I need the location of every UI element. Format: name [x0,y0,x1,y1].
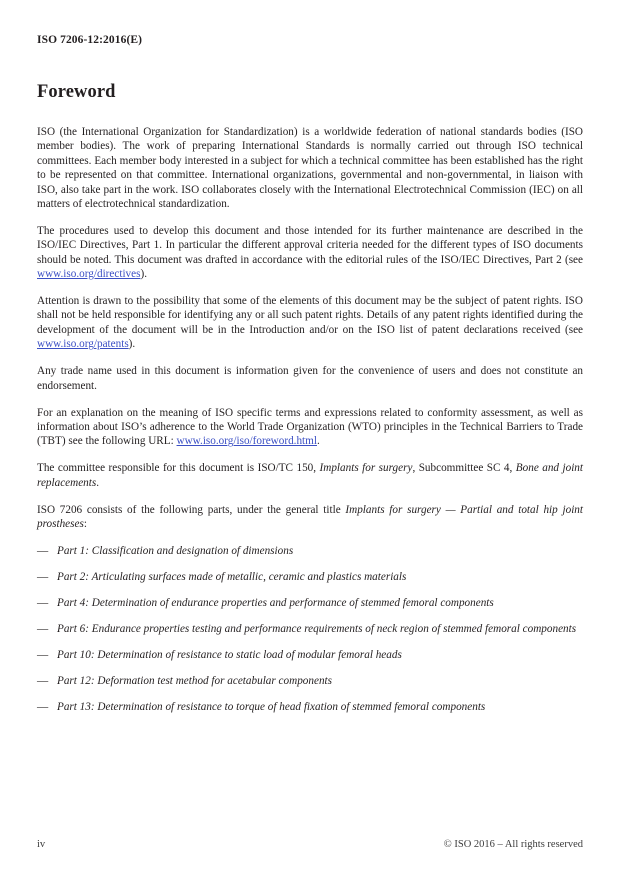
paragraph-patent-text-after: ). [128,338,136,351]
parts-list [37,544,583,714]
list-item [37,544,583,558]
em-dash-icon: — [37,648,49,661]
committee-title-bone-joint: Bone and joint replacements [37,462,584,489]
list-item-label: Part 10: Determination of resistance to static load of modular femoral heads [57,648,402,661]
parts-intro-text-2: : [83,517,87,530]
em-dash-icon: — [37,571,49,584]
list-item-label: Part 4: Determination of endurance properties and performance of stemmed femoral components [57,597,494,610]
committee-text-3: . [96,476,100,489]
committee-title-implants: Implants for surgery [319,462,413,475]
paragraph-parts-intro [37,503,583,532]
list-item [37,700,583,714]
em-dash-icon: — [37,545,49,558]
em-dash-icon: — [37,597,49,610]
list-item [37,622,583,636]
page-footer [37,839,583,850]
paragraph-patent-rights [37,294,583,352]
paragraph-procedures-text-before: The procedures used to develop this document and those intended for its further maintenance are described in the ISO/IEC Directives, Part 1. In particular the different approval criteria needed for the different types of ISO documents should be noted. This document was drafted in accordance with the editorial rules of the ISO/IEC Directives, Part 2 (see [37,224,583,266]
list-item-label: Part 12: Deformation test method for acetabular components [57,674,332,687]
em-dash-icon: — [37,623,49,636]
paragraph-conformity-assessment [37,406,583,449]
list-item [37,674,583,688]
committee-text-1: The committee responsible for this document is ISO/TC 150, [37,462,320,475]
list-item-label: Part 1: Classification and designation of dimensions [57,545,294,558]
list-item [37,648,583,662]
page-content [37,82,583,726]
link-iso-foreword[interactable]: www.iso.org/iso/foreword.html [176,435,317,448]
em-dash-icon: — [37,700,49,713]
committee-text-2: , Subcommittee SC 4, [412,462,516,475]
list-item [37,570,583,584]
list-item-label: Part 2: Articulating surfaces made of metallic, ceramic and plastics materials [57,571,407,584]
paragraph-trade-name: Any trade name used in this document is information given for the convenience of users and does not constitute an endorsement. [37,365,583,392]
link-iso-directives[interactable]: www.iso.org/directives [37,268,141,281]
list-item [37,596,583,610]
em-dash-icon: — [37,674,49,687]
paragraph-patent-text-before: Attention is drawn to the possibility that some of the elements of this document may be the subject of patent rights. ISO shall not be held responsible for identifying any or all such patent rights. Details of any patent rights identified during the development of the document will be in the Introduction and/or on the ISO list of patent declarations received (see [37,295,583,336]
link-iso-patents[interactable]: www.iso.org/patents [37,338,129,351]
parts-intro-text-1: ISO 7206 consists of the following parts, under the general title [37,503,346,516]
paragraph-procedures [37,224,583,282]
page-title: Foreword [37,82,116,102]
paragraph-conformity-text-before: For an explanation on the meaning of ISO specific terms and expressions related to conformity assessment, as well as information about ISO’s adherence to the World Trade Organization (WTO) principles in the Technical Barriers to Trade (TBT) see the following URL: [37,406,583,448]
list-item-label: Part 13: Determination of resistance to torque of head fixation of stemmed femoral components [57,700,486,713]
running-head: ISO 7206-12:2016(E) [37,34,143,46]
paragraph-committee [37,461,583,490]
paragraph-iso-description: ISO (the International Organization for Standardization) is a worldwide federation of national standards bodies (ISO member bodies). The work of preparing International Standards is normally carried out through ISO technical committees. Each member body interested in a subject for which a technical committee has been established has the right to be represented on that committee. International organizations, governmental and non-governmental, in liaison with ISO, also take part in the work. ISO collaborates closely with the International Electrotechnical Commission (IEC) on all matters of electrotechnical standardization. [37,126,583,211]
page-number: iv [37,839,46,850]
list-item-label: Part 6: Endurance properties testing and performance requirements of neck region of stemmed femoral components [57,623,577,636]
paragraph-procedures-text-after: ). [140,268,147,281]
parts-intro-general-title: Implants for surgery — Partial and total hip joint prostheses [37,503,583,530]
paragraph-conformity-text-after: . [316,435,320,448]
copyright-notice: © ISO 2016 – All rights reserved [443,839,583,850]
